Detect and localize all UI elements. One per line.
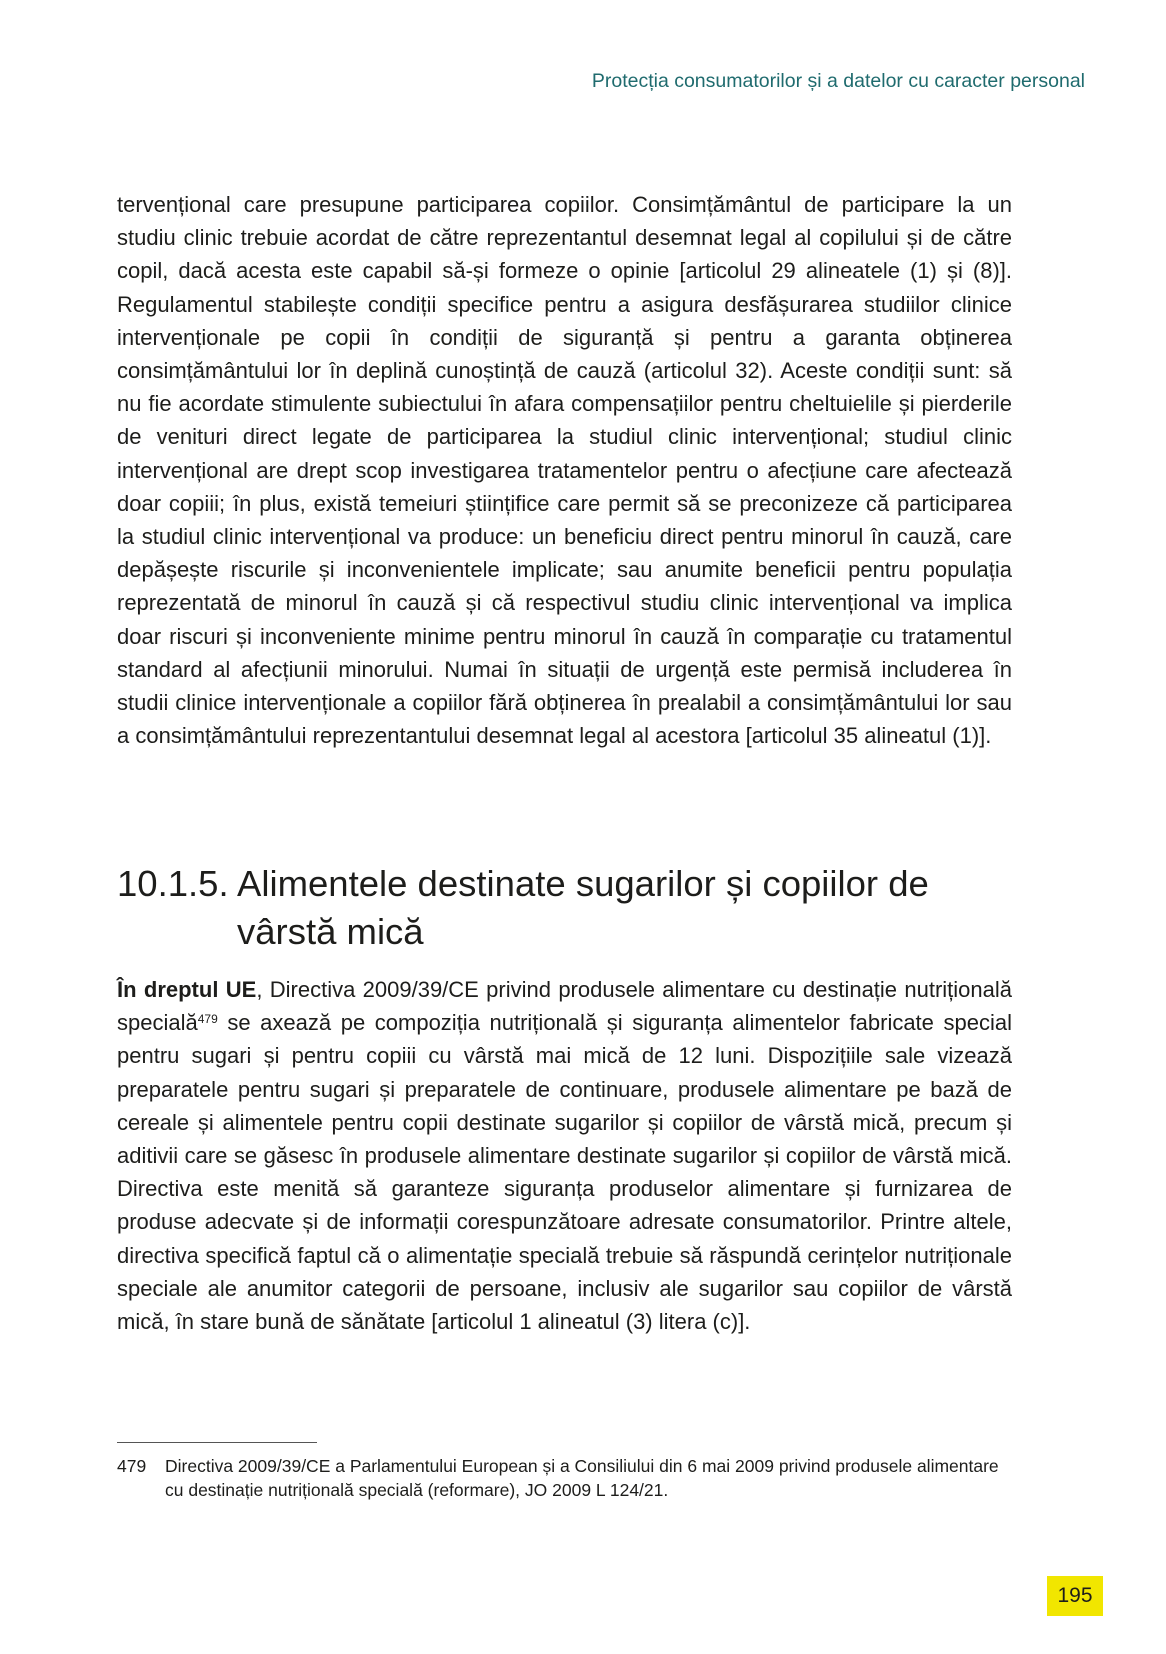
footnote <box>117 1454 1017 1502</box>
footnote-text: Directiva 2009/39/CE a Parlamentului European și a Consiliului din 6 mai 2009 privind produsele alimentare cu destinație nutrițională specială (reformare), JO 2009 L 124/21. <box>165 1456 999 1500</box>
footnote-reference[interactable]: 479 <box>197 1012 218 1027</box>
section-title: Alimentele destinate sugarilor și copiilor de vârstă mică <box>237 863 929 952</box>
running-header: Protecția consumatorilor și a datelor cu caracter personal <box>591 70 1085 92</box>
body-paragraph: tervențional care presupune participarea copiilor. Consimțământul de participare la un studiu clinic trebuie acordat de către reprezentantul desemnat legal al copilului și de către copil, dacă acesta este capabil să-și formeze o opinie [articolul 29 alineatele (1) și (8)]. Regulamentul stabilește condiții specifice pentru a asigura desfășurarea studiilor clinice intervenționale pe copii în condiții de siguranță și pentru a garanta obținerea consimțământului lor în deplină cunoștință de cauză (articolul 32). Aceste condiții sunt: să nu fie acordate stimulente subiectului în afara compensațiilor pentru cheltuielile și pierderile de venituri direct legate de participarea la studiul clinic intervențional; studiul clinic intervențional are drept scop investigarea tratamentelor pentru o afecțiune care afectează doar copiii; în plus, există temeiuri științifice care permit să se preconizeze că participarea la studiul clinic intervențional va produce: un beneficiu direct pentru minorul în cauză, care depășește riscurile și inconvenientele implicate; sau anumite beneficii pentru populația reprezentată de minorul în cauză și că respectivul studiu clinic intervențional va implica doar riscuri și inconveniente minime pentru minorul în cauză în comparație cu tratamentul standard al afecțiunii minorului. Numai în situații de urgență este permisă includerea în studii clinice intervenționale a copiilor fără obținerea în prealabil a consimțământului lor sau a consimțământului reprezentantului desemnat legal al acestora [articolul 35 alineatul (1)]. <box>117 192 1012 749</box>
lead-term: În dreptul UE <box>117 977 257 1002</box>
section-heading <box>117 860 1017 956</box>
footnote-divider <box>117 1442 317 1443</box>
body-paragraph <box>117 973 1012 1338</box>
section-number: 10.1.5. <box>117 863 229 904</box>
paragraph-text: , Directiva 2009/39/CE privind produsele alimentare cu destinație nutrițională specială <box>117 977 1012 1036</box>
footnote-number: 479 <box>117 1456 147 1476</box>
paragraph-text: se axează pe compoziția nutrițională și siguranța alimentelor fabricate special pentru sugari și pentru copiii cu vârstă mai mică de 12 luni. Dispozițiile sale vizează preparatele pentru sugari și preparatele de continuare, produsele alimentare pe bază de cereale și alimentele pentru copii destinate sugarilor și copiilor de vârstă mică, precum și aditivii care se găsesc în produsele alimentare destinate sugarilor și copiilor de vârstă mică. Directiva este menită să garanteze siguranța produselor alimentare și furnizarea de produse adecvate și de informații corespunzătoare adresate consumatorilor. Printre altele, directiva specifică faptul că o alimentație specială trebuie să răspundă cerințelor nutriționale speciale ale anumitor categorii de persoane, inclusiv ale sugarilor sau copiilor de vârstă mică, în stare bună de sănătate [articolul 1 alineatul (3) litera (c)]. <box>117 1010 1012 1335</box>
page-number: 195 <box>1047 1576 1103 1616</box>
